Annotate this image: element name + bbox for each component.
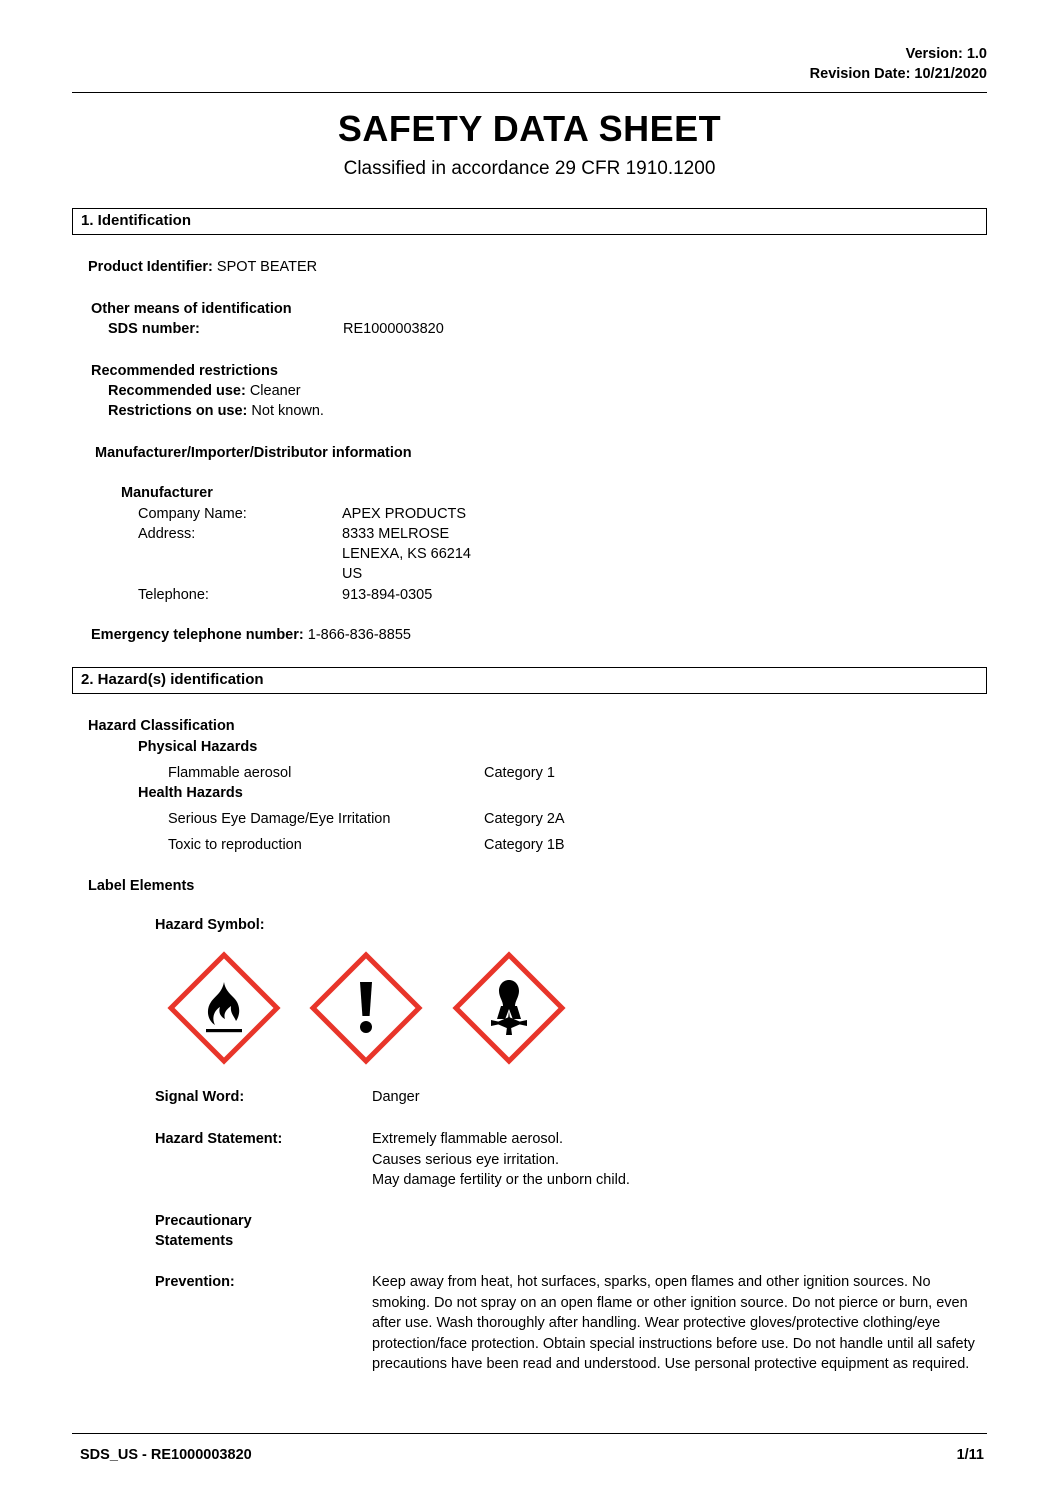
footer-page-number: 1/11 [956, 1447, 984, 1463]
recommended-restrictions-heading: Recommended restrictions [91, 363, 278, 379]
page-subtitle: Classified in accordance 29 CFR 1910.1200 [343, 158, 716, 179]
label-elements-heading: Label Elements [88, 878, 195, 894]
health-hazards-heading: Health Hazards [138, 785, 243, 801]
pictogram-row [168, 952, 591, 1064]
emergency-telephone-label: Emergency telephone number: [91, 627, 304, 643]
precautionary-statements-heading-line-1: Precautionary [155, 1213, 252, 1229]
flame-icon [168, 952, 280, 1064]
hazard-name-2: Toxic to reproduction [168, 837, 302, 853]
hazard-category-0: Category 1 [484, 765, 555, 781]
recommended-use-row [108, 381, 301, 401]
prevention-text: Keep away from heat, hot surfaces, sparks, open flames and other ignition sources. No smoking. Do not spray on an open flame or other ignition source. Do not pierce or burn, even after use. Wash thoroughly after handling. Wear protective gloves/protective clothing/eye protection/face protection. Obtain special instructions before use. Do not handle until all safety precautions have been read and understood. Use personal protective equipment as required. [372, 1274, 975, 1372]
product-identifier-label: Product Identifier: [88, 259, 213, 275]
hazard-category-1: Category 2A [484, 811, 565, 827]
recommended-use-value: Cleaner [249, 383, 301, 399]
product-identifier-value: SPOT BEATER [216, 259, 318, 275]
hazard-symbol-label: Hazard Symbol: [155, 917, 265, 933]
manufacturer-info-heading: Manufacturer/Importer/Distributor information [95, 445, 412, 461]
section-heading-hazards: 2. Hazard(s) identification [72, 667, 987, 694]
document-header [810, 44, 987, 84]
flame-pictogram [168, 952, 280, 1064]
signal-word-value: Danger [372, 1089, 420, 1105]
company-name-value: APEX PRODUCTS [342, 506, 467, 522]
other-means-heading: Other means of identification [91, 301, 292, 317]
emergency-telephone-value: 1-866-836-8855 [307, 627, 411, 643]
product-identifier-row [88, 257, 317, 277]
manufacturer-heading: Manufacturer [121, 485, 213, 501]
restrictions-value: Not known. [251, 403, 324, 419]
precautionary-statements-heading-line-2: Statements [155, 1233, 234, 1249]
exclamation-mark-pictogram [310, 952, 422, 1064]
section-heading-identification: 1. Identification [72, 208, 987, 235]
address-line-3: US [342, 566, 363, 582]
recommended-use-label: Recommended use: [108, 383, 246, 399]
header-divider [72, 92, 987, 93]
telephone-label: Telephone: [138, 587, 209, 603]
physical-hazards-heading: Physical Hazards [138, 739, 258, 755]
company-name-label: Company Name: [138, 506, 247, 522]
page-title: SAFETY DATA SHEET [337, 108, 722, 149]
hazard-name-0: Flammable aerosol [168, 765, 292, 781]
exclamation-mark-icon [310, 952, 422, 1064]
health-hazard-icon [453, 952, 565, 1064]
emergency-telephone-row [91, 625, 411, 645]
hazard-statement-line-2: May damage fertility or the unborn child. [372, 1172, 630, 1188]
telephone-value: 913-894-0305 [342, 587, 433, 603]
footer-divider [72, 1433, 987, 1434]
hazard-classification-heading: Hazard Classification [88, 718, 235, 734]
hazard-category-2: Category 1B [484, 837, 565, 853]
hazard-statement-label: Hazard Statement: [155, 1131, 283, 1147]
prevention-label: Prevention: [155, 1274, 235, 1290]
address-line-1: 8333 MELROSE [342, 526, 450, 542]
hazard-name-1: Serious Eye Damage/Eye Irritation [168, 811, 391, 827]
footer-document-id: SDS_US - RE1000003820 [80, 1447, 252, 1463]
hazard-statement-line-1: Causes serious eye irritation. [372, 1152, 559, 1168]
hazard-statement-line-0: Extremely flammable aerosol. [372, 1131, 563, 1147]
address-label: Address: [138, 526, 196, 542]
restrictions-on-use-row [108, 401, 324, 421]
address-line-2: LENEXA, KS 66214 [342, 546, 471, 562]
revision-date-line: Revision Date: 10/21/2020 [809, 66, 987, 82]
signal-word-label: Signal Word: [155, 1089, 245, 1105]
health-hazard-pictogram [453, 952, 565, 1064]
version-line: Version: 1.0 [905, 46, 987, 62]
sds-number-label: SDS number: [108, 321, 200, 337]
restrictions-label: Restrictions on use: [108, 403, 248, 419]
sds-number-value: RE1000003820 [343, 321, 444, 337]
